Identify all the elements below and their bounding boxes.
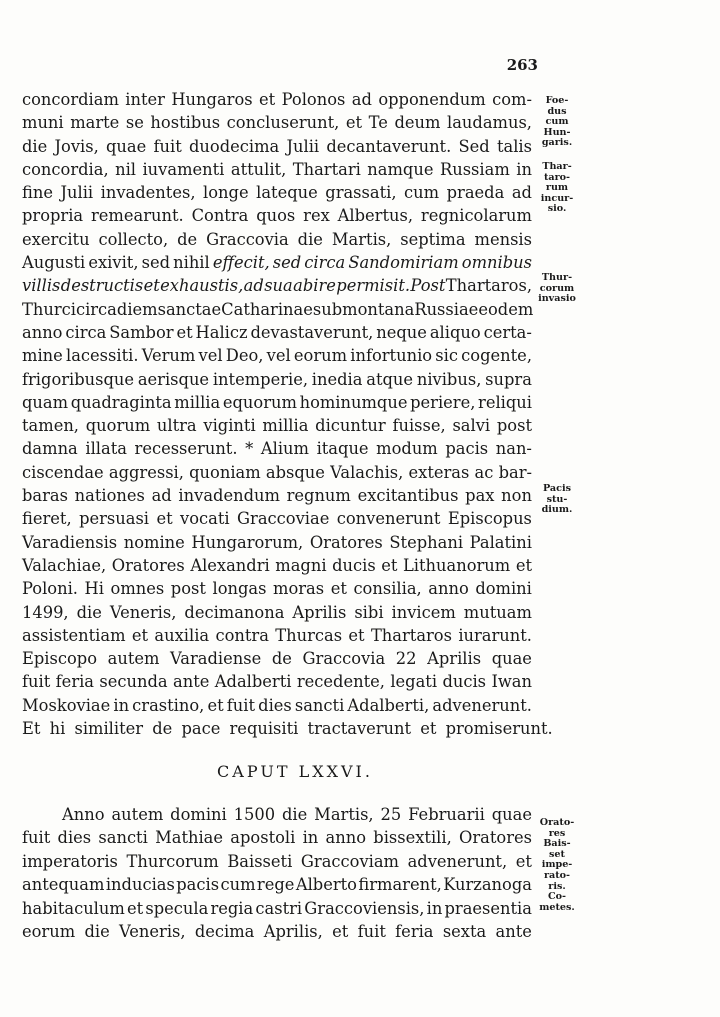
marginal-note-oratores: Orato- res Bais- set impe- rato- ris. Co- metes. [539,817,575,913]
chapter-heading: CAPUT LXXVI. [217,762,373,781]
text-line: damna illata recesserunt. * Alium itaque modum pacis nan- [22,439,532,459]
text-line: Poloni. Hi omnes post longas moras et consilia, anno domini [22,579,532,599]
text-line: ciscendae aggressi, quoniam absque Valachis, exteras ac bar- [22,462,532,482]
text-line: Augusti exivit, sed nihil effecit, sed circa Sandomiriam omnibus [22,253,532,273]
marginal-note-thartarorum: Thar- taro- rum incur- sio. [540,161,574,215]
text-line: eorum die Veneris, decima Aprilis, et fuit feria sexta ante [22,921,532,941]
text-line: villis destructis et exhaustis, ad sua abire permisit. Post Thartaros, [22,276,532,296]
marginal-note-thurcorum: Thur- corum invasio [538,272,576,305]
text-line: Anno autem domini 1500 die Martis, 25 Februarii quae [62,805,532,824]
text-line: Valachiae, Oratores Alexandri magni ducis et Lithuanorum et [22,555,532,575]
text-line: tamen, quorum ultra viginti millia dicuntur fuisse, salvi post [22,416,532,436]
marginal-note-pacis: Pacis stu- dium. [541,483,573,516]
marginal-note-foedus: Foe- dus cum Hun- garis. [541,95,573,149]
text-line: habitaculum et specula regia castri Graccoviensis, in praesentia [22,898,532,918]
text-line: assistentiam et auxilia contra Thurcas et Thartaros iurarunt. [22,625,532,645]
text-line: fieret, persuasi et vocati Graccoviae convenerunt Episcopus [22,509,532,529]
text-line: fuit dies sancti Mathiae apostoli in anno bissextili, Oratores [22,828,532,848]
chapter-paragraph [22,803,532,943]
main-paragraph [22,88,553,740]
text-line: Episcopo autem Varadiense de Graccovia 22 Aprilis quae [22,649,532,669]
text-line: Moskoviae in crastino, et fuit dies sancti Adalberti, advenerunt. [22,695,532,715]
text-line: antequam inducias pacis cum rege Alberto firmarent, Kurzanoga [22,875,532,895]
text-line: muni marte se hostibus concluserunt, et Te deum laudamus, [22,113,532,133]
text-line: fine Julii invadentes, longe lateque grassati, cum praeda ad [22,183,532,203]
text-line: quam quadraginta millia equorum hominumque periere, reliqui [22,392,532,412]
text-line: Varadiensis nomine Hungarorum, Oratores Stephani Palatini [22,532,532,552]
text-line: fuit feria secunda ante Adalberti recedente, legati ducis Iwan [22,672,532,692]
text-line: exercitu collecto, de Graccovia die Martis, septima mensis [22,229,532,249]
text-line: frigoribusque aerisque intemperie, inedia atque nivibus, supra [22,369,532,389]
text-line: baras nationes ad invadendum regnum excitantibus pax non [22,486,532,506]
page-number: 263 [506,56,538,74]
text-line: 1499, die Veneris, decimanona Aprilis sibi invicem mutuam [22,602,532,622]
text-line: propria remearunt. Contra quos rex Albertus, regnicolarum [22,206,532,226]
text-line: imperatoris Thurcorum Baisseti Graccoviam advenerunt, et [22,851,532,871]
text-line: die Jovis, quae fuit duodecima Julii decantaverunt. Sed talis [22,136,532,156]
text-line: Thurci circa diem sanctae Catharinae submontana Russiae eodem [22,299,534,319]
text-line: mine lacessiti. Verum vel Deo, vel eorum infortunio sic cogente, [22,346,532,366]
text-line: concordiam inter Hungaros et Polonos ad opponendum com- [22,90,532,109]
text-line: concordia, nil iuvamenti attulit, Thartari namque Russiam in [22,159,532,179]
text-line: anno circa Sambor et Halicz devastaverunt, neque aliquo certa- [22,322,532,342]
text-line: Et hi similiter de pace requisiti tractaverunt et promiserunt. [22,719,553,739]
